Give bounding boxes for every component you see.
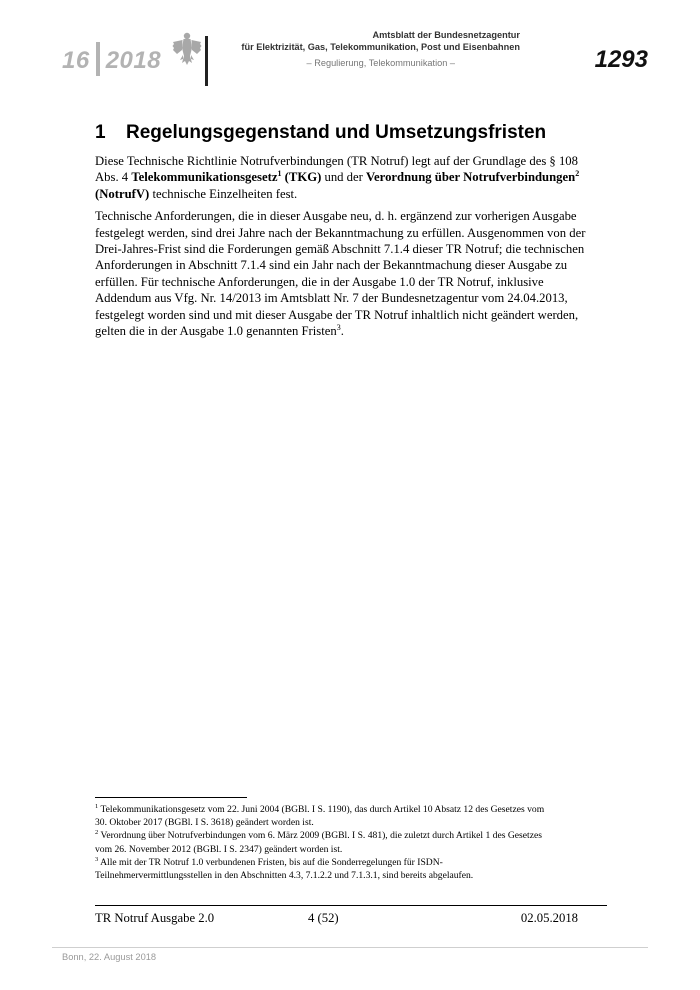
header-divider <box>205 36 208 86</box>
text-line: Diese Technische Richtlinie Notrufverbindungen (TR Notruf) legt auf der Grundlage des § 108 <box>95 154 578 168</box>
section-number: 1 <box>95 122 106 143</box>
footnote-text: Alle mit der TR Notruf 1.0 verbundenen Fristen, bis auf die Sonderregelungen für ISDN- <box>98 856 443 868</box>
footnote-text: Telekommunikationsgesetz vom 22. Juni 2004 (BGBl. I S. 1190), das durch Artikel 10 Absatz 12 des Gesetzes vom <box>98 804 545 815</box>
notrufv-term: Verordnung über Notrufverbindungen <box>366 170 576 185</box>
text-run: . <box>340 324 344 339</box>
footnote-1 <box>95 803 635 829</box>
text-line <box>95 169 615 185</box>
footnote-ref-2[interactable]: 2 <box>575 169 580 179</box>
federal-eagle-icon <box>171 30 203 68</box>
footnote-mark: 2 <box>95 829 99 837</box>
text-run: technische Einzelheiten fest. <box>149 186 298 201</box>
footnote-3 <box>95 856 635 882</box>
text-line <box>95 186 615 202</box>
text-line: festgelegt worden sind und mit dieser Ausgabe der TR Notruf inhaltlich nicht geändert werden, <box>95 307 579 322</box>
footnote-mark: 3 <box>95 855 99 863</box>
document-footer-rule <box>95 905 607 906</box>
footnote-text: Verordnung über Notrufverbindungen vom 6. März 2009 (BGBl. I S. 481), die zuletzt durch Artikel 1 des Gesetzes <box>98 830 542 842</box>
footnote-ref-1[interactable]: 1 <box>277 169 282 179</box>
footnote-2 <box>95 829 635 855</box>
text-line <box>95 323 615 339</box>
footnote-line <box>95 829 635 842</box>
footnote-mark: 1 <box>95 802 99 810</box>
gazette-page-number: 1293 <box>594 46 648 73</box>
paragraph-2 <box>95 208 615 339</box>
text-line: festgelegt werden, sind drei Jahre nach der Bekanntmachung zu erfüllen. Ausgenommen von der <box>95 225 586 240</box>
notrufv-abbr: (NotrufV) <box>95 186 150 201</box>
text-line: Drei-Jahres-Frist sind die Forderungen gemäß Abschnitt 7.1.4 dieser TR Notruf; die technischen <box>95 242 585 257</box>
issue-number <box>62 44 161 78</box>
gazette-title-line1: Amtsblatt der Bundesnetzagentur <box>372 30 520 40</box>
document-page-count: 4 (52) <box>308 911 339 925</box>
year-label: 2018 <box>105 47 162 74</box>
footnote-separator <box>95 797 247 798</box>
footnote-line <box>95 856 635 869</box>
section-title: Regelungsgegenstand und Umsetzungsfristen <box>126 122 547 143</box>
text-run: und der <box>321 170 367 185</box>
text-run: gelten die in der Ausgabe 1.0 genannten Fristen <box>95 324 337 339</box>
gazette-title <box>220 30 520 53</box>
footnote-ref-3[interactable]: 3 <box>336 322 341 332</box>
footnote-line: 30. Oktober 2017 (BGBl. I S. 3618) geändert worden ist. <box>95 817 314 829</box>
tkg-term: Telekommunikationsgesetz <box>131 170 278 185</box>
text-line: Addendum aus Vfg. Nr. 14/2013 im Amtsblatt Nr. 7 der Bundesnetzagentur vom 24.04.2013, <box>95 291 568 306</box>
text-line: erfüllen. Für technische Anforderungen, die in der Ausgabe 1.0 der TR Notruf, inklusive <box>95 274 544 289</box>
footnote-line: Teilnehmervermittlungsstellen in den Abschnitten 4.3, 7.1.2.2 und 7.1.3.1, sind bereits abgelaufen. <box>95 870 474 882</box>
footnotes <box>95 803 635 882</box>
publication-place-date: Bonn, 22. August 2018 <box>62 952 157 962</box>
document-date: 02.05.2018 <box>520 911 578 925</box>
footnote-line <box>95 803 635 816</box>
text-run: Abs. 4 <box>95 170 132 185</box>
page-footer-rule <box>52 947 648 948</box>
document-title: TR Notruf Ausgabe 2.0 <box>95 911 215 925</box>
tkg-abbr: (TKG) <box>281 170 322 185</box>
body-text <box>95 153 615 345</box>
gazette-title-line2: für Elektrizität, Gas, Telekommunikation, Post und Eisenbahnen <box>241 41 520 52</box>
issue-label: 16 <box>62 47 90 74</box>
text-line: Technische Anforderungen, die in dieser Ausgabe neu, d. h. ergänzend zur vorherigen Ausgabe <box>95 209 577 224</box>
text-line: Anforderungen in Abschnitt 7.1.4 sind ein Jahr nach der Bekanntmachung dieser Ausgabe zu <box>95 258 568 273</box>
section-heading <box>95 122 546 144</box>
issue-divider <box>96 42 100 76</box>
footnote-line: vom 26. November 2012 (BGBl. I S. 2347) geändert worden ist. <box>95 843 343 855</box>
paragraph-1 <box>95 153 615 202</box>
gazette-subtitle: – Regulierung, Telekommunikation – <box>306 58 455 68</box>
